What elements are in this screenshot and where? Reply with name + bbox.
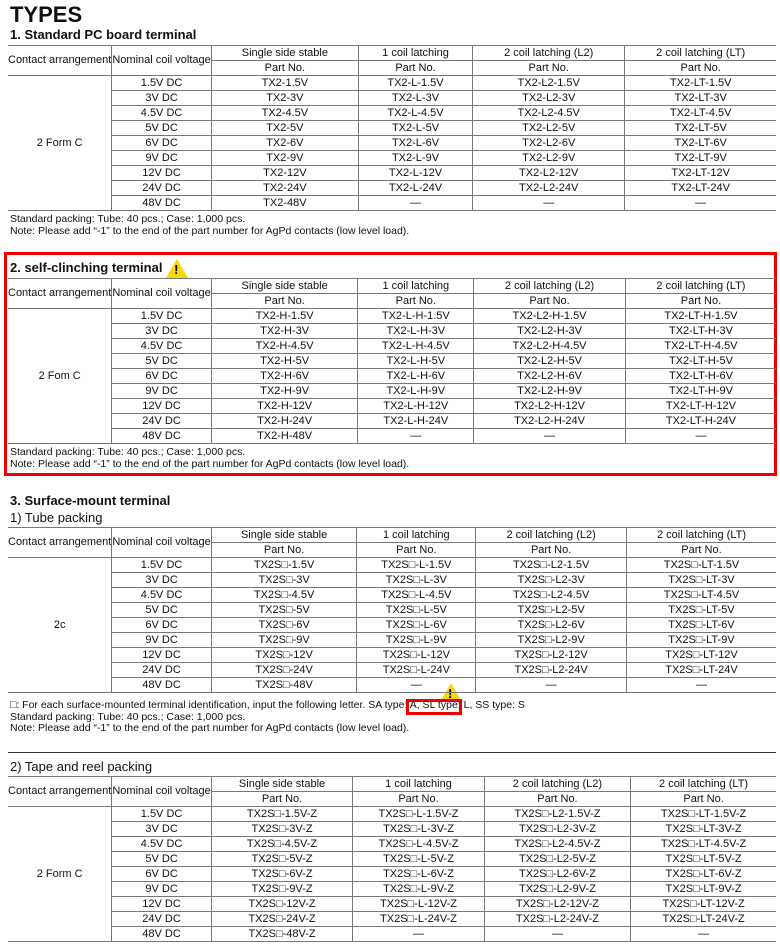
part-number-cell: TX2-L-H-3V <box>358 324 474 339</box>
part-number-cell: TX2S□-LT-5V <box>626 603 776 618</box>
part-number-cell: TX2-L2-1.5V <box>473 76 625 91</box>
part-number-cell: TX2-LT-6V <box>625 136 776 151</box>
part-number-cell: TX2S□-LT-4.5V <box>626 588 776 603</box>
part-number-cell: TX2-L-4.5V <box>358 106 472 121</box>
table-header-row <box>8 279 776 294</box>
part-number-cell: TX2S□-5V-Z <box>211 852 353 867</box>
column-header: 2 coil latching (LT) <box>626 528 776 543</box>
section-2-heading: 2. self-clinching terminal ! <box>10 259 188 278</box>
part-number-cell: TX2S□-L2-9V <box>476 633 627 648</box>
column-header: 2 coil latching (L2) <box>484 777 630 792</box>
part-number-cell: TX2-L2-H-24V <box>474 414 626 429</box>
part-no-header: Part No. <box>211 543 357 558</box>
part-number-cell: TX2S□-LT-6V-Z <box>631 867 776 882</box>
part-number-cell: — <box>358 196 472 211</box>
part-number-cell: TX2-12V <box>211 166 358 181</box>
part-number-cell: TX2-H-6V <box>211 369 358 384</box>
part-number-cell: TX2S□-L-3V <box>357 573 476 588</box>
part-number-cell: TX2-L2-5V <box>473 121 625 136</box>
part-number-cell: TX2-48V <box>211 196 358 211</box>
voltage-cell: 24V DC <box>112 912 211 927</box>
note-line: Standard packing: Tube: 40 pcs.; Case: 1,000 pcs. <box>10 710 246 723</box>
part-number-cell: TX2-L2-H-5V <box>474 354 626 369</box>
column-header: 1 coil latching <box>353 777 484 792</box>
part-number-cell: TX2S□-LT-1.5V <box>626 558 776 573</box>
parts-table-1 <box>8 45 776 211</box>
table-row <box>8 151 776 166</box>
part-no-header: Part No. <box>357 543 476 558</box>
part-number-cell: — <box>476 678 627 693</box>
tube-packing-heading: 1) Tube packing <box>10 510 103 525</box>
table-row <box>8 897 776 912</box>
voltage-header: Nominal coil voltage <box>112 279 211 309</box>
voltage-cell: 9V DC <box>112 384 211 399</box>
table-row <box>8 196 776 211</box>
part-number-cell: TX2S□-L-24V-Z <box>353 912 484 927</box>
part-number-cell: TX2S□-9V <box>211 633 357 648</box>
divider <box>8 752 776 753</box>
part-number-cell: TX2S□-L-1.5V <box>357 558 476 573</box>
part-number-cell: TX2-1.5V <box>211 76 358 91</box>
voltage-header: Nominal coil voltage <box>112 528 211 558</box>
column-header: 2 coil latching (L2) <box>476 528 627 543</box>
part-number-cell: TX2S□-L2-6V <box>476 618 627 633</box>
part-no-header: Part No. <box>353 792 484 807</box>
part-number-cell: TX2S□-L-24V <box>357 663 476 678</box>
voltage-cell: 5V DC <box>112 603 211 618</box>
part-number-cell: TX2S□-6V-Z <box>211 867 353 882</box>
column-header: Single side stable <box>211 528 357 543</box>
contact-arrangement: 2 Form C <box>8 76 112 211</box>
contact-header: Contact arrangement <box>8 777 112 807</box>
part-number-cell: TX2S□-1.5V <box>211 558 357 573</box>
part-number-cell: TX2-LT-4.5V <box>625 106 776 121</box>
part-number-cell: TX2S□-LT-24V-Z <box>631 912 776 927</box>
table-header-row <box>8 528 776 543</box>
part-number-cell: TX2-LT-1.5V <box>625 76 776 91</box>
part-number-cell: TX2-L-1.5V <box>358 76 472 91</box>
part-number-cell: TX2-L-9V <box>358 151 472 166</box>
voltage-cell: 4.5V DC <box>112 339 211 354</box>
part-number-cell: TX2-L-H-4.5V <box>358 339 474 354</box>
part-number-cell: TX2-LT-H-9V <box>625 384 776 399</box>
part-number-cell: TX2-L-3V <box>358 91 472 106</box>
table-row <box>8 384 776 399</box>
voltage-cell: 9V DC <box>112 633 211 648</box>
part-number-cell: TX2S□-L2-4.5V <box>476 588 627 603</box>
part-number-cell: TX2-H-12V <box>211 399 358 414</box>
voltage-cell: 12V DC <box>112 399 211 414</box>
part-number-cell: TX2-H-3V <box>211 324 358 339</box>
voltage-cell: 48V DC <box>112 678 211 693</box>
part-number-cell: TX2-24V <box>211 181 358 196</box>
note-line: Note: Please add “-1” to the end of the part number for AgPd contacts (low level load). <box>10 722 410 734</box>
part-number-cell: TX2-LT-H-5V <box>625 354 776 369</box>
voltage-cell: 24V DC <box>112 181 211 196</box>
part-number-cell: TX2S□-LT-9V <box>626 633 776 648</box>
part-number-cell: — <box>358 429 474 444</box>
part-no-header: Part No. <box>631 792 776 807</box>
note-line: □: For each surface-mounted terminal identification, input the following letter. SA type: A, SL type: L, SS type: S <box>10 699 525 711</box>
voltage-cell: 6V DC <box>112 618 211 633</box>
contact-arrangement: 2c <box>8 558 112 693</box>
part-number-cell: — <box>353 927 484 942</box>
part-number-cell: TX2-3V <box>211 91 358 106</box>
part-number-cell: TX2-L-6V <box>358 136 472 151</box>
part-number-cell: TX2-L2-H-4.5V <box>474 339 626 354</box>
table-row <box>8 121 776 136</box>
voltage-cell: 5V DC <box>112 354 211 369</box>
column-header: 2 coil latching (LT) <box>625 279 776 294</box>
section-1-heading: 1. Standard PC board terminal <box>10 27 197 42</box>
part-number-cell: — <box>625 196 776 211</box>
table-row <box>8 76 776 91</box>
part-number-cell: TX2S□-L-6V <box>357 618 476 633</box>
note-line: Standard packing: Tube: 40 pcs.; Case: 1,000 pcs. <box>10 213 246 225</box>
column-header: 2 coil latching (L2) <box>474 279 626 294</box>
part-number-cell: TX2-LT-5V <box>625 121 776 136</box>
part-number-cell: TX2S□-LT-5V-Z <box>631 852 776 867</box>
part-number-cell: TX2-H-1.5V <box>211 309 358 324</box>
column-header: 2 coil latching (LT) <box>631 777 776 792</box>
part-number-cell: TX2S□-3V-Z <box>211 822 353 837</box>
part-number-cell: — <box>626 678 776 693</box>
table-row <box>8 414 776 429</box>
column-header: 1 coil latching <box>357 528 476 543</box>
part-no-header: Part No. <box>473 61 625 76</box>
part-number-cell: TX2S□-LT-9V-Z <box>631 882 776 897</box>
part-no-header: Part No. <box>484 792 630 807</box>
part-number-cell: TX2S□-5V <box>211 603 357 618</box>
page-title: TYPES <box>10 2 83 27</box>
table-row <box>8 573 776 588</box>
contact-arrangement: 2 Form C <box>8 807 112 942</box>
part-number-cell: TX2S□-L-12V-Z <box>353 897 484 912</box>
tape-reel-heading: 2) Tape and reel packing <box>10 759 153 774</box>
part-number-cell: TX2S□-L-6V-Z <box>353 867 484 882</box>
part-number-cell: TX2S□-L2-5V <box>476 603 627 618</box>
part-number-cell: TX2S□-LT-3V-Z <box>631 822 776 837</box>
part-number-cell: TX2S□-48V <box>211 678 357 693</box>
voltage-cell: 12V DC <box>112 648 211 663</box>
part-number-cell: TX2-L-12V <box>358 166 472 181</box>
part-number-cell: TX2-LT-H-3V <box>625 324 776 339</box>
voltage-cell: 6V DC <box>112 867 211 882</box>
part-number-cell: TX2S□-L-3V-Z <box>353 822 484 837</box>
table-row <box>8 837 776 852</box>
part-number-cell: TX2-9V <box>211 151 358 166</box>
part-number-cell: TX2S□-L-9V-Z <box>353 882 484 897</box>
voltage-cell: 5V DC <box>112 852 211 867</box>
part-number-cell: TX2S□-9V-Z <box>211 882 353 897</box>
table-row <box>8 633 776 648</box>
part-number-cell: TX2-L-H-5V <box>358 354 474 369</box>
column-header: Single side stable <box>211 46 358 61</box>
warning-icon <box>166 259 188 278</box>
table-row <box>8 678 776 693</box>
part-number-cell: TX2S□-6V <box>211 618 357 633</box>
table-row <box>8 369 776 384</box>
voltage-cell: 12V DC <box>112 897 211 912</box>
table-row <box>8 927 776 942</box>
part-number-cell: TX2S□-L-5V <box>357 603 476 618</box>
part-number-cell: TX2S□-LT-4.5V-Z <box>631 837 776 852</box>
part-no-header: Part No. <box>626 543 776 558</box>
part-number-cell: TX2S□-24V-Z <box>211 912 353 927</box>
voltage-header: Nominal coil voltage <box>112 46 211 76</box>
part-number-cell: TX2-L2-H-12V <box>474 399 626 414</box>
part-no-header: Part No. <box>625 294 776 309</box>
voltage-cell: 3V DC <box>112 573 211 588</box>
table-row <box>8 618 776 633</box>
table-row <box>8 603 776 618</box>
table-notes <box>10 700 525 735</box>
part-number-cell: TX2-L-H-12V <box>358 399 474 414</box>
part-number-cell: TX2S□-L-5V-Z <box>353 852 484 867</box>
part-number-cell: TX2-LT-H-12V <box>625 399 776 414</box>
part-no-header: Part No. <box>211 792 353 807</box>
voltage-cell: 4.5V DC <box>112 106 211 121</box>
voltage-cell: 48V DC <box>112 429 211 444</box>
voltage-cell: 3V DC <box>112 91 211 106</box>
voltage-cell: 1.5V DC <box>112 76 211 91</box>
part-no-header: Part No. <box>476 543 627 558</box>
part-number-cell: TX2-6V <box>211 136 358 151</box>
voltage-cell: 1.5V DC <box>112 309 211 324</box>
voltage-cell: 4.5V DC <box>112 837 211 852</box>
column-header: 1 coil latching <box>358 46 472 61</box>
contact-header: Contact arrangement <box>8 46 112 76</box>
section-3-heading: 3. Surface-mount terminal <box>10 493 171 508</box>
part-number-cell: TX2-L-H-9V <box>358 384 474 399</box>
part-number-cell: TX2-L2-4.5V <box>473 106 625 121</box>
table-row <box>8 106 776 121</box>
column-header: 2 coil latching (LT) <box>625 46 776 61</box>
table-row <box>8 339 776 354</box>
part-number-cell: TX2-L-H-24V <box>358 414 474 429</box>
contact-arrangement: 2 Fom C <box>8 309 112 444</box>
part-number-cell: TX2-L-24V <box>358 181 472 196</box>
table-row <box>8 91 776 106</box>
note-line: Note: Please add “-1” to the end of the part number for AgPd contacts (low level load). <box>10 457 410 470</box>
column-header: Single side stable <box>211 279 358 294</box>
note-line: Note: Please add “-1” to the end of the part number for AgPd contacts (low level load). <box>10 224 410 237</box>
part-number-cell: TX2-LT-9V <box>625 151 776 166</box>
part-number-cell: TX2S□-L2-12V-Z <box>484 897 630 912</box>
part-number-cell: TX2S□-LT-12V-Z <box>631 897 776 912</box>
table-notes <box>10 447 409 470</box>
part-number-cell: TX2-H-5V <box>211 354 358 369</box>
voltage-header: Nominal coil voltage <box>112 777 211 807</box>
part-no-header: Part No. <box>211 61 358 76</box>
part-number-cell: TX2S□-L2-24V <box>476 663 627 678</box>
part-number-cell: TX2S□-LT-3V <box>626 573 776 588</box>
part-number-cell: — <box>357 678 476 693</box>
part-number-cell: TX2S□-L2-12V <box>476 648 627 663</box>
voltage-cell: 48V DC <box>112 927 211 942</box>
part-number-cell: TX2-LT-H-6V <box>625 369 776 384</box>
part-number-cell: TX2S□-L-12V <box>357 648 476 663</box>
contact-header: Contact arrangement <box>8 528 112 558</box>
part-number-cell: TX2S□-L2-6V-Z <box>484 867 630 882</box>
voltage-cell: 4.5V DC <box>112 588 211 603</box>
table-row <box>8 882 776 897</box>
part-number-cell: TX2S□-12V-Z <box>211 897 353 912</box>
note-line: Standard packing: Tube: 40 pcs.; Case: 1,000 pcs. <box>10 446 246 458</box>
part-number-cell: TX2-LT-H-4.5V <box>625 339 776 354</box>
part-number-cell: TX2S□-4.5V-Z <box>211 837 353 852</box>
table-row <box>8 648 776 663</box>
part-number-cell: TX2S□-48V-Z <box>211 927 353 942</box>
table-row <box>8 166 776 181</box>
voltage-cell: 1.5V DC <box>112 807 211 822</box>
column-header: Single side stable <box>211 777 353 792</box>
table-row <box>8 663 776 678</box>
parts-table-3 <box>8 527 776 693</box>
voltage-cell: 6V DC <box>112 136 211 151</box>
table-header-row <box>8 777 776 792</box>
part-number-cell: TX2S□-L2-1.5V-Z <box>484 807 630 822</box>
voltage-cell: 1.5V DC <box>112 558 211 573</box>
table-row <box>8 807 776 822</box>
part-number-cell: TX2-H-9V <box>211 384 358 399</box>
part-number-cell: TX2-H-48V <box>211 429 358 444</box>
part-number-cell: TX2S□-L2-3V-Z <box>484 822 630 837</box>
part-number-cell: TX2S□-L2-9V-Z <box>484 882 630 897</box>
part-number-cell: TX2S□-L-4.5V <box>357 588 476 603</box>
part-number-cell: TX2-LT-H-24V <box>625 414 776 429</box>
part-number-cell: TX2-L-5V <box>358 121 472 136</box>
part-number-cell: TX2S□-L-9V <box>357 633 476 648</box>
table-row <box>8 852 776 867</box>
table-row <box>8 429 776 444</box>
voltage-cell: 3V DC <box>112 324 211 339</box>
table-row <box>8 324 776 339</box>
part-number-cell: TX2-H-4.5V <box>211 339 358 354</box>
part-number-cell: — <box>474 429 626 444</box>
part-number-cell: TX2-LT-3V <box>625 91 776 106</box>
table-row <box>8 399 776 414</box>
part-number-cell: TX2-L2-3V <box>473 91 625 106</box>
voltage-cell: 24V DC <box>112 663 211 678</box>
part-no-header: Part No. <box>474 294 626 309</box>
table-notes <box>10 214 409 237</box>
part-number-cell: TX2-L2-H-6V <box>474 369 626 384</box>
table-row <box>8 354 776 369</box>
table-row <box>8 867 776 882</box>
table-row <box>8 181 776 196</box>
table-row <box>8 136 776 151</box>
voltage-cell: 48V DC <box>112 196 211 211</box>
table-row <box>8 822 776 837</box>
table-header-row <box>8 46 776 61</box>
part-number-cell: TX2-L2-H-9V <box>474 384 626 399</box>
part-number-cell: TX2-5V <box>211 121 358 136</box>
part-number-cell: TX2S□-12V <box>211 648 357 663</box>
column-header: 1 coil latching <box>358 279 474 294</box>
part-number-cell: TX2-LT-H-1.5V <box>625 309 776 324</box>
part-number-cell: TX2S□-3V <box>211 573 357 588</box>
part-number-cell: TX2S□-LT-6V <box>626 618 776 633</box>
voltage-cell: 6V DC <box>112 369 211 384</box>
voltage-cell: 9V DC <box>112 151 211 166</box>
part-number-cell: TX2-LT-12V <box>625 166 776 181</box>
table-row <box>8 588 776 603</box>
voltage-cell: 12V DC <box>112 166 211 181</box>
part-number-cell: TX2-L2-H-1.5V <box>474 309 626 324</box>
part-number-cell: TX2-L2-6V <box>473 136 625 151</box>
part-number-cell: TX2S□-LT-1.5V-Z <box>631 807 776 822</box>
part-number-cell: TX2S□-L2-3V <box>476 573 627 588</box>
part-number-cell: TX2-L2-H-3V <box>474 324 626 339</box>
part-number-cell: TX2S□-LT-12V <box>626 648 776 663</box>
table-row <box>8 309 776 324</box>
part-number-cell: TX2S□-L2-5V-Z <box>484 852 630 867</box>
part-number-cell: TX2S□-L-1.5V-Z <box>353 807 484 822</box>
part-number-cell: TX2S□-L2-1.5V <box>476 558 627 573</box>
part-number-cell: — <box>631 927 776 942</box>
part-no-header: Part No. <box>625 61 776 76</box>
part-number-cell: TX2-4.5V <box>211 106 358 121</box>
part-number-cell: TX2-L2-9V <box>473 151 625 166</box>
part-number-cell: TX2-L2-12V <box>473 166 625 181</box>
part-number-cell: TX2S□-L2-24V-Z <box>484 912 630 927</box>
part-number-cell: TX2-L-H-6V <box>358 369 474 384</box>
part-number-cell: — <box>473 196 625 211</box>
part-number-cell: — <box>484 927 630 942</box>
part-number-cell: TX2-L2-24V <box>473 181 625 196</box>
column-header: 2 coil latching (L2) <box>473 46 625 61</box>
table-row <box>8 558 776 573</box>
part-no-header: Part No. <box>358 61 472 76</box>
part-no-header: Part No. <box>211 294 358 309</box>
part-number-cell: TX2S□-1.5V-Z <box>211 807 353 822</box>
part-number-cell: TX2-L-H-1.5V <box>358 309 474 324</box>
part-number-cell: TX2S□-4.5V <box>211 588 357 603</box>
part-no-header: Part No. <box>358 294 474 309</box>
part-number-cell: TX2S□-L-4.5V-Z <box>353 837 484 852</box>
table-row <box>8 912 776 927</box>
part-number-cell: TX2-LT-24V <box>625 181 776 196</box>
voltage-cell: 3V DC <box>112 822 211 837</box>
parts-table-2 <box>8 278 776 444</box>
part-number-cell: TX2S□-LT-24V <box>626 663 776 678</box>
voltage-cell: 5V DC <box>112 121 211 136</box>
parts-table-4 <box>8 776 776 942</box>
voltage-cell: 9V DC <box>112 882 211 897</box>
contact-header: Contact arrangement <box>8 279 112 309</box>
part-number-cell: TX2S□-L2-4.5V-Z <box>484 837 630 852</box>
part-number-cell: — <box>625 429 776 444</box>
part-number-cell: TX2S□-24V <box>211 663 357 678</box>
voltage-cell: 24V DC <box>112 414 211 429</box>
part-number-cell: TX2-H-24V <box>211 414 358 429</box>
